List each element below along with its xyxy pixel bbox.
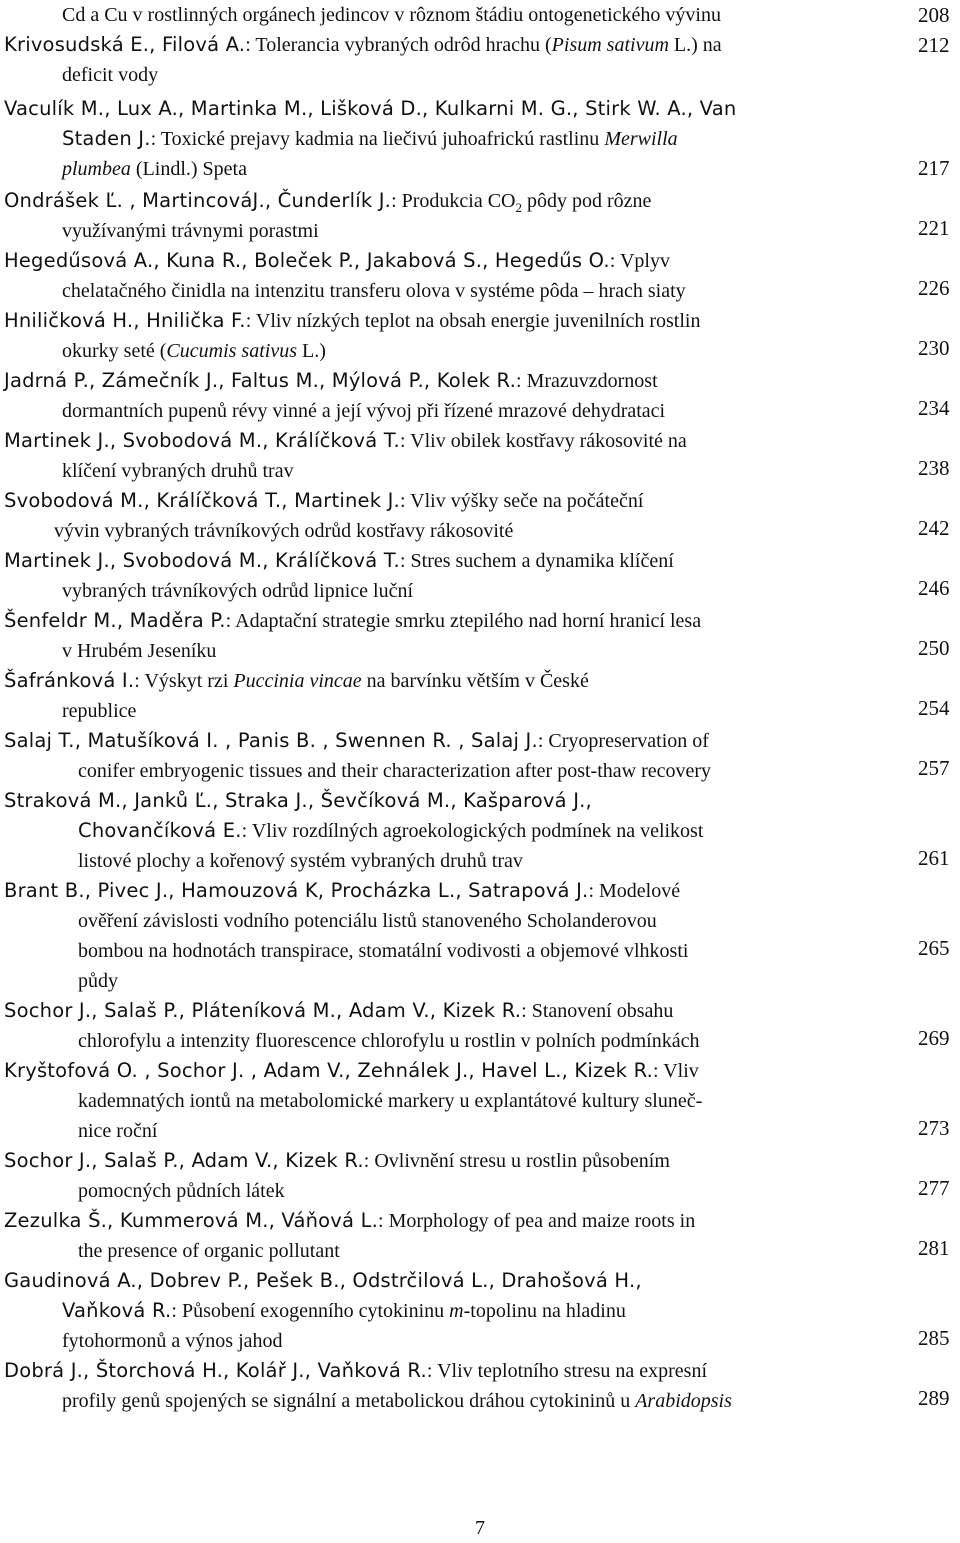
entry-title: na barvínku větším v České [361,670,589,692]
entry-line: využívanými trávnymi porastmi [62,220,319,242]
entry-authors: Martinek J., Svobodová M., Králíčková T. [4,429,400,452]
entry-title: : Ovlivnění stresu u rostlin působením [363,1150,670,1172]
entry-authors: Svobodová M., Králíčková T., Martinek J. [4,489,400,512]
entry-line: the presence of organic pollutant [78,1240,340,1262]
entry-title: : Působení exogenního cytokininu [171,1300,450,1322]
entry-title: okurky seté ( [62,340,167,362]
entry-authors: Šafránková I. [4,669,135,692]
entry-line: fytohormonů a výnos jahod [62,1330,283,1352]
entry-title: : Vliv nízkých teplot na obsah energie juvenilních rostlin [245,310,701,332]
entry-line: Cd a Cu v rostlinných orgánech jedincov v rôznom štádiu ontogenetického vývinu [62,4,721,26]
entry-title: : Morphology of pea and maize roots in [378,1210,696,1232]
entry-line: ověření závislosti vodního potenciálu listů stanoveného Scholanderovou [78,910,657,932]
page-ref: 265 [918,936,950,960]
page-ref: 246 [918,576,950,600]
page-number: 7 [475,1517,485,1539]
entry-title: : Vliv teplotního stresu na expresní [426,1360,708,1382]
page-ref: 289 [918,1386,950,1410]
page-ref: 208 [918,3,950,27]
toc-entry [4,546,904,606]
toc-entry [4,1056,904,1146]
entry-authors: Zezulka Š., Kummerová M., Váňová L. [4,1209,379,1232]
page-ref: 242 [918,516,950,540]
entry-title: : Stanovení obsahu [521,1000,674,1022]
entry-title: : Vliv rozdílných agroekologických podmínek na velikost [241,820,704,842]
entry-title: : Produkcia CO [391,190,516,212]
page-ref: 273 [918,1116,950,1140]
toc-entry [4,876,904,996]
entry-title: L.) na [668,34,722,56]
entry-authors: Brant B., Pivec J., Hamouzová K, Procházka L., Satrapová J. [4,879,589,902]
entry-title: : Toxické prejavy kadmia na liečivú juhoafrickú rastlinu [150,128,605,150]
entry-line: kademnatých iontů na metabolomické markery u explantátové kultury sluneč- [78,1090,703,1112]
page-ref: 269 [918,1026,950,1050]
toc-entry [4,606,904,666]
entry-title-italic: Arabidopsis [635,1390,732,1412]
toc-entry [4,94,904,184]
entry-title-italic: Puccinia vincae [233,670,362,692]
entry-line: půdy [78,970,118,992]
entry-title: profily genů spojených se signální a metabolickou dráhou cytokininů u [62,1390,636,1412]
entry-title: : Výskyt rzi [134,670,234,692]
entry-authors: Gaudinová A., Dobrev P., Pešek B., Odstrčilová L., Drahošová H., [4,1269,642,1292]
entry-authors: Ondrášek Ľ. , MartincováJ., Čunderlík J. [4,189,392,212]
entry-authors: Salaj T., Matušíková I. , Panis B. , Swennen R. , Salaj J. [4,729,538,752]
toc-entry [4,30,904,90]
page-ref: 230 [918,336,950,360]
entry-line: listové plochy a kořenový systém vybraných druhů trav [78,850,523,872]
page-ref: 250 [918,636,950,660]
page-ref: 234 [918,396,950,420]
entry-line: deficit vody [62,64,159,86]
entry-title: : Tolerancia vybraných odrôd hrachu ( [245,34,552,56]
page-ref: 257 [918,756,950,780]
toc-entry [4,1266,904,1356]
entry-title-italic: plumbea [62,158,131,180]
entry-line: bombou na hodnotách transpirace, stomatální vodivosti a objemové vlhkosti [78,940,689,962]
entry-line: republice [62,700,137,722]
page-ref: 281 [918,1236,950,1260]
entry-line: conifer embryogenic tissues and their characterization after post-thaw recovery [78,760,712,782]
toc-entry [4,996,904,1056]
entry-title: pôdy pod rôzne [522,190,652,212]
entry-authors: Dobrá J., Štorchová H., Kolář J., Vaňková R. [4,1359,427,1382]
entry-authors: Vaculík M., Lux A., Martinka M., Lišková D., Kulkarni M. G., Stirk W. A., Van [4,97,737,120]
toc-entry [4,666,904,726]
entry-line: nice roční [78,1120,158,1142]
toc-entry [4,1206,904,1266]
page-ref: 221 [918,216,950,240]
toc-entry [4,1356,904,1416]
entry-line: dormantních pupenů révy vinné a její vývoj při řízené mrazové dehydrataci [62,400,666,422]
toc-entry [4,786,904,876]
entry-title: (Lindl.) Speta [130,158,247,180]
toc-entry [4,1146,904,1206]
entry-authors: Staden J. [62,127,151,150]
entry-title: : Vliv obilek kostřavy rákosovité na [399,430,687,452]
page-ref: 226 [918,276,950,300]
entry-authors: Chovančíková E. [78,819,242,842]
toc-entry [4,246,904,306]
subscript: 2 [515,200,522,215]
page-ref: 254 [918,696,950,720]
entry-title-italic: m [449,1300,464,1322]
toc-entry [4,726,904,786]
entry-title-italic: Pisum sativum [551,34,669,56]
entry-title-italic: Merwilla [604,128,678,150]
entry-title: : Vliv výšky seče na počáteční [399,490,644,512]
entry-title-italic: Cucumis sativus [166,340,297,362]
page-ref: 212 [918,33,950,57]
entry-title: : Stres suchem a dynamika klíčení [399,550,674,572]
entry-authors: Straková M., Janků Ľ., Straka J., Ševčíková M., Kašparová J., [4,789,592,812]
toc-entry [4,426,904,486]
entry-title: : Cryopreservation of [537,730,709,752]
entry-line: chlorofylu a intenzity fluorescence chlorofylu u rostlin v polních podmínkách [78,1030,700,1052]
entry-authors: Sochor J., Salaš P., Adam V., Kizek R. [4,1149,364,1172]
entry-line: chelatačného činidla na intenzitu transferu olova v systéme pôda – hrach siaty [62,280,686,302]
page-ref: 277 [918,1176,950,1200]
entry-authors: Krivosudská E., Filová A. [4,33,246,56]
entry-line: vybraných trávníkových odrůd lipnice luční [62,580,414,602]
page-ref: 261 [918,846,950,870]
entry-authors: Kryštofová O. , Sochor J. , Adam V., Zehnálek J., Havel L., Kizek R. [4,1059,654,1082]
entry-title: : Mrazuvzdornost [516,370,658,392]
entry-line: v Hrubém Jeseníku [62,640,217,662]
entry-title: -topolinu na hladinu [463,1300,626,1322]
page-ref: 285 [918,1326,950,1350]
toc-entry [4,306,904,366]
entry-title: : Vliv [653,1060,699,1082]
toc-entry [4,366,904,426]
toc-entry [4,486,904,546]
entry-authors: Sochor J., Salaš P., Pláteníková M., Adam V., Kizek R. [4,999,522,1022]
entry-line: klíčení vybraných druhů trav [62,460,294,482]
entry-title: : Modelové [588,880,681,902]
entry-title: : Adaptační strategie smrku ztepilého nad horní hranicí lesa [225,610,702,632]
page-ref: 217 [918,156,950,180]
page-ref: 238 [918,456,950,480]
entry-title: L.) [296,340,326,362]
entry-authors: Šenfeldr M., Maděra P. [4,609,226,632]
entry-authors: Martinek J., Svobodová M., Králíčková T. [4,549,400,572]
toc-entry [4,186,904,246]
entry-line: vývin vybraných trávníkových odrůd kostřavy rákosovité [54,520,514,542]
toc-entry [4,0,904,30]
entry-authors: Jadrná P., Zámečník J., Faltus M., Mýlová P., Kolek R. [4,369,517,392]
entry-authors: Hniličková H., Hnilička F. [4,309,246,332]
entry-authors: Hegedűsová A., Kuna R., Boleček P., Jakabová S., Hegedűs O. [4,249,610,272]
entry-authors: Vaňková R. [62,1299,172,1322]
entry-title: : Vplyv [609,250,670,272]
entry-line: pomocných půdních látek [78,1180,285,1202]
